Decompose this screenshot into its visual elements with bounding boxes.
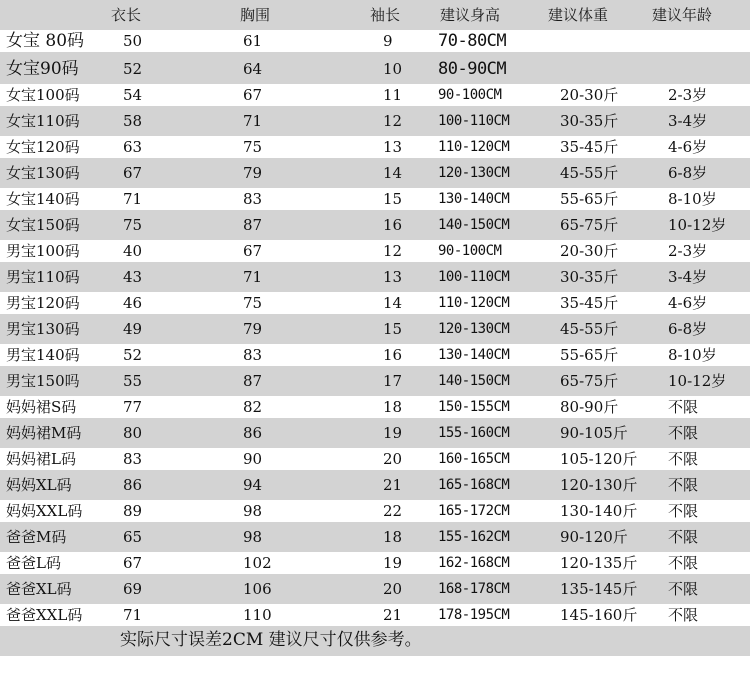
length-cell: 77 <box>123 398 143 416</box>
chest-cell: 106 <box>243 580 272 598</box>
table-row <box>0 266 750 288</box>
length-cell: 71 <box>123 190 143 208</box>
size-cell: 妈妈XL码 <box>6 476 72 494</box>
weight-cell: 20-30斤 <box>560 86 619 104</box>
header-height: 建议身高 <box>440 6 501 24</box>
size-cell: 女宝90码 <box>6 59 79 79</box>
size-cell: 爸爸XL码 <box>6 580 72 598</box>
chest-cell: 94 <box>243 476 263 494</box>
table-row <box>0 370 750 392</box>
weight-cell: 30-35斤 <box>560 268 619 286</box>
height-cell: 165-172CM <box>438 503 510 519</box>
table-row <box>0 162 750 184</box>
weight-cell: 45-55斤 <box>560 320 619 338</box>
weight-cell: 135-145斤 <box>560 580 638 598</box>
table-row <box>0 344 750 366</box>
age-cell: 2-3岁 <box>668 86 708 104</box>
size-cell: 女宝110码 <box>6 112 80 130</box>
table-row <box>0 552 750 574</box>
sleeve-cell: 20 <box>383 450 403 468</box>
chest-cell: 71 <box>243 112 263 130</box>
sleeve-cell: 14 <box>383 164 403 182</box>
chest-cell: 64 <box>243 60 263 78</box>
table-row <box>0 396 750 418</box>
weight-cell: 145-160斤 <box>560 606 638 624</box>
weight-cell: 90-105斤 <box>560 424 628 442</box>
age-cell: 不限 <box>668 450 699 468</box>
header-chest: 胸围 <box>240 6 271 24</box>
age-cell: 不限 <box>668 398 699 416</box>
height-cell: 90-100CM <box>438 243 502 259</box>
size-cell: 男宝140码 <box>6 346 80 364</box>
sleeve-cell: 15 <box>383 320 403 338</box>
age-cell: 3-4岁 <box>668 112 708 130</box>
length-cell: 83 <box>123 450 143 468</box>
length-cell: 43 <box>123 268 143 286</box>
chest-cell: 87 <box>243 372 263 390</box>
chest-cell: 82 <box>243 398 263 416</box>
length-cell: 54 <box>123 86 143 104</box>
size-cell: 爸爸L码 <box>6 554 61 572</box>
size-cell: 女宝140码 <box>6 190 80 208</box>
size-cell: 女宝150码 <box>6 216 80 234</box>
age-cell: 不限 <box>668 502 699 520</box>
sleeve-cell: 14 <box>383 294 403 312</box>
sleeve-cell: 10 <box>383 60 403 78</box>
header-sleeve: 袖长 <box>370 6 401 24</box>
size-cell: 男宝110码 <box>6 268 80 286</box>
length-cell: 67 <box>123 554 143 572</box>
chest-cell: 79 <box>243 320 263 338</box>
weight-cell: 55-65斤 <box>560 190 619 208</box>
size-cell: 男宝120码 <box>6 294 80 312</box>
age-cell: 8-10岁 <box>668 190 717 208</box>
height-cell: 155-162CM <box>438 529 510 545</box>
length-cell: 89 <box>123 502 143 520</box>
length-cell: 65 <box>123 528 143 546</box>
chest-cell: 90 <box>243 450 263 468</box>
height-cell: 70-80CM <box>438 31 507 51</box>
chest-cell: 71 <box>243 268 263 286</box>
sleeve-cell: 15 <box>383 190 403 208</box>
size-cell: 男宝100码 <box>6 242 80 260</box>
age-cell: 4-6岁 <box>668 138 708 156</box>
height-cell: 168-178CM <box>438 581 510 597</box>
weight-cell: 90-120斤 <box>560 528 628 546</box>
age-cell: 不限 <box>668 424 699 442</box>
table-row <box>0 604 750 626</box>
chest-cell: 75 <box>243 294 263 312</box>
table-row <box>0 318 750 340</box>
table-row <box>0 214 750 236</box>
sleeve-cell: 20 <box>383 580 403 598</box>
height-cell: 140-150CM <box>438 373 510 389</box>
header-weight: 建议体重 <box>548 6 609 24</box>
height-cell: 178-195CM <box>438 607 510 623</box>
height-cell: 155-160CM <box>438 425 510 441</box>
height-cell: 80-90CM <box>438 59 507 79</box>
table-row <box>0 500 750 522</box>
sleeve-cell: 18 <box>383 398 403 416</box>
size-cell: 妈妈裙M码 <box>6 424 82 442</box>
length-cell: 55 <box>123 372 143 390</box>
height-cell: 120-130CM <box>438 321 510 337</box>
height-cell: 90-100CM <box>438 87 502 103</box>
sleeve-cell: 21 <box>383 606 403 624</box>
weight-cell: 45-55斤 <box>560 164 619 182</box>
sleeve-cell: 19 <box>383 424 403 442</box>
table-row <box>0 292 750 314</box>
weight-cell: 55-65斤 <box>560 346 619 364</box>
chest-cell: 98 <box>243 502 263 520</box>
chest-cell: 75 <box>243 138 263 156</box>
weight-cell: 105-120斤 <box>560 450 638 468</box>
age-cell: 10-12岁 <box>668 372 727 390</box>
table-row <box>0 526 750 548</box>
age-cell: 6-8岁 <box>668 320 708 338</box>
height-cell: 160-165CM <box>438 451 510 467</box>
chest-cell: 79 <box>243 164 263 182</box>
table-row <box>0 84 750 106</box>
length-cell: 75 <box>123 216 143 234</box>
chest-cell: 67 <box>243 86 263 104</box>
sleeve-cell: 9 <box>383 32 393 50</box>
length-cell: 86 <box>123 476 143 494</box>
size-cell: 妈妈裙S码 <box>6 398 77 416</box>
size-cell: 爸爸M码 <box>6 528 67 546</box>
length-cell: 52 <box>123 346 143 364</box>
length-cell: 49 <box>123 320 143 338</box>
size-cell: 女宝100码 <box>6 86 80 104</box>
weight-cell: 30-35斤 <box>560 112 619 130</box>
footnote-text: 实际尺寸误差2CM 建议尺寸仅供参考。 <box>120 630 422 650</box>
table-row <box>0 136 750 158</box>
age-cell: 2-3岁 <box>668 242 708 260</box>
height-cell: 165-168CM <box>438 477 510 493</box>
sleeve-cell: 16 <box>383 346 403 364</box>
height-cell: 150-155CM <box>438 399 510 415</box>
sleeve-cell: 22 <box>383 502 403 520</box>
table-row <box>0 474 750 496</box>
chest-cell: 87 <box>243 216 263 234</box>
length-cell: 67 <box>123 164 143 182</box>
table-header-row <box>0 4 750 26</box>
weight-cell: 130-140斤 <box>560 502 638 520</box>
sleeve-cell: 17 <box>383 372 403 390</box>
height-cell: 162-168CM <box>438 555 510 571</box>
header-length: 衣长 <box>111 6 142 24</box>
size-cell: 女宝120码 <box>6 138 80 156</box>
sleeve-cell: 16 <box>383 216 403 234</box>
age-cell: 不限 <box>668 528 699 546</box>
sleeve-cell: 13 <box>383 138 403 156</box>
chest-cell: 67 <box>243 242 263 260</box>
weight-cell: 120-130斤 <box>560 476 638 494</box>
age-cell: 3-4岁 <box>668 268 708 286</box>
height-cell: 100-110CM <box>438 113 510 129</box>
table-row <box>0 240 750 262</box>
length-cell: 69 <box>123 580 143 598</box>
length-cell: 58 <box>123 112 143 130</box>
chest-cell: 86 <box>243 424 263 442</box>
table-row <box>0 422 750 444</box>
size-cell: 女宝130码 <box>6 164 80 182</box>
weight-cell: 20-30斤 <box>560 242 619 260</box>
weight-cell: 35-45斤 <box>560 138 619 156</box>
chest-cell: 83 <box>243 190 263 208</box>
sleeve-cell: 12 <box>383 112 403 130</box>
chest-cell: 98 <box>243 528 263 546</box>
height-cell: 100-110CM <box>438 269 510 285</box>
chest-cell: 83 <box>243 346 263 364</box>
sleeve-cell: 18 <box>383 528 403 546</box>
table-row <box>0 58 750 80</box>
chest-cell: 110 <box>243 606 272 624</box>
age-cell: 不限 <box>668 554 699 572</box>
size-cell: 妈妈裙L码 <box>6 450 76 468</box>
height-cell: 130-140CM <box>438 347 510 363</box>
age-cell: 不限 <box>668 580 699 598</box>
weight-cell: 35-45斤 <box>560 294 619 312</box>
table-row <box>0 188 750 210</box>
sleeve-cell: 12 <box>383 242 403 260</box>
chest-cell: 102 <box>243 554 272 572</box>
length-cell: 40 <box>123 242 143 260</box>
length-cell: 63 <box>123 138 143 156</box>
age-cell: 不限 <box>668 476 699 494</box>
height-cell: 140-150CM <box>438 217 510 233</box>
age-cell: 6-8岁 <box>668 164 708 182</box>
age-cell: 8-10岁 <box>668 346 717 364</box>
weight-cell: 65-75斤 <box>560 372 619 390</box>
length-cell: 50 <box>123 32 143 50</box>
age-cell: 不限 <box>668 606 699 624</box>
size-cell: 爸爸XXL码 <box>6 606 83 624</box>
table-row <box>0 448 750 470</box>
length-cell: 46 <box>123 294 143 312</box>
size-cell: 女宝 80码 <box>6 31 85 51</box>
sleeve-cell: 21 <box>383 476 403 494</box>
age-cell: 4-6岁 <box>668 294 708 312</box>
sleeve-cell: 19 <box>383 554 403 572</box>
height-cell: 120-130CM <box>438 165 510 181</box>
header-age: 建议年龄 <box>652 6 713 24</box>
length-cell: 80 <box>123 424 143 442</box>
table-row <box>0 578 750 600</box>
weight-cell: 65-75斤 <box>560 216 619 234</box>
height-cell: 110-120CM <box>438 295 510 311</box>
size-cell: 妈妈XXL码 <box>6 502 83 520</box>
size-cell: 男宝150吗 <box>6 372 80 390</box>
size-cell: 男宝130码 <box>6 320 80 338</box>
weight-cell: 80-90斤 <box>560 398 619 416</box>
length-cell: 71 <box>123 606 143 624</box>
height-cell: 130-140CM <box>438 191 510 207</box>
table-row <box>0 110 750 132</box>
length-cell: 52 <box>123 60 143 78</box>
sleeve-cell: 13 <box>383 268 403 286</box>
table-row <box>0 30 750 52</box>
height-cell: 110-120CM <box>438 139 510 155</box>
age-cell: 10-12岁 <box>668 216 727 234</box>
sleeve-cell: 11 <box>383 86 403 104</box>
chest-cell: 61 <box>243 32 263 50</box>
weight-cell: 120-135斤 <box>560 554 638 572</box>
